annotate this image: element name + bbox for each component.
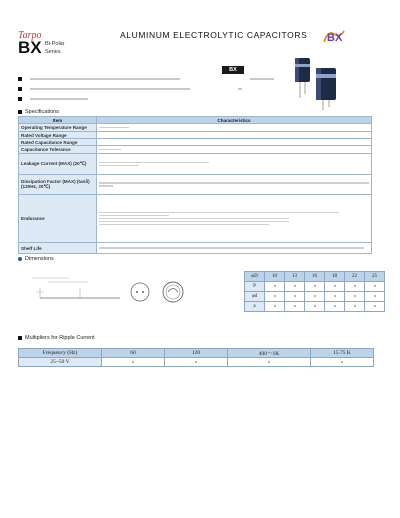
ripple-heading: Multipliers for Ripple Current xyxy=(18,335,95,341)
ripple-row-label: 25~50 V xyxy=(19,358,102,367)
series-badge: BX xyxy=(222,66,244,74)
manufacturer-logo: Tarpo xyxy=(18,30,42,41)
feature-line-3 xyxy=(18,97,88,101)
table-row xyxy=(19,195,372,243)
ripple-multiplier-table xyxy=(18,348,374,367)
dimensions-table xyxy=(244,271,385,312)
dim-header: 10 xyxy=(265,272,285,282)
spec-characteristic-cell xyxy=(97,146,372,154)
table-row xyxy=(19,175,372,195)
dim-header: 13 xyxy=(285,272,305,282)
dim-cell xyxy=(325,292,345,302)
dim-cell xyxy=(325,282,345,292)
spec-item-label: Endurance xyxy=(19,195,97,243)
table-row xyxy=(19,358,374,367)
spec-item-label: Rated Capacitance Range xyxy=(19,139,97,146)
ripple-cell xyxy=(165,358,228,367)
table-row xyxy=(19,154,372,175)
table-row xyxy=(19,132,372,139)
dim-header: 25 xyxy=(365,272,385,282)
dim-row-label: a xyxy=(245,302,265,312)
feature-text-placeholder xyxy=(30,98,88,100)
ripple-header: Frequency (Hz) xyxy=(19,349,102,358)
dim-cell xyxy=(305,302,325,312)
capacitor-product-image xyxy=(292,54,346,112)
spec-characteristic-cell xyxy=(97,243,372,254)
dim-cell xyxy=(265,282,285,292)
dim-cell xyxy=(365,302,385,312)
table-row xyxy=(19,139,372,146)
dim-header: 22 xyxy=(345,272,365,282)
feature-line-2 xyxy=(18,87,242,91)
series-brand-logo xyxy=(322,28,346,44)
spec-item-label: Shelf Life xyxy=(19,243,97,254)
bullet-square-icon xyxy=(18,87,22,91)
dim-cell xyxy=(365,292,385,302)
ripple-header: 60 xyxy=(102,349,165,358)
dim-cell xyxy=(345,292,365,302)
dim-cell xyxy=(265,302,285,312)
dim-cell xyxy=(345,282,365,292)
spec-characteristic-cell xyxy=(97,139,372,146)
dim-cell xyxy=(325,302,345,312)
dim-cell xyxy=(285,302,305,312)
spec-characteristic-cell xyxy=(97,124,372,132)
table-row xyxy=(245,282,385,292)
series-code: BX xyxy=(18,38,42,57)
series-subtitle-series: Series xyxy=(45,49,61,55)
spec-header-item: Item xyxy=(19,117,97,124)
ripple-header: 400～1K xyxy=(228,349,311,358)
spec-item-label: Rated Voltage Range xyxy=(19,132,97,139)
feature-text-placeholder xyxy=(30,88,190,90)
dim-cell xyxy=(305,292,325,302)
table-row xyxy=(245,302,385,312)
document-title: ALUMINUM ELECTROLYTIC CAPACITORS xyxy=(120,30,308,40)
ripple-cell xyxy=(102,358,165,367)
specifications-heading: Specifications xyxy=(18,109,59,115)
dim-header: φD xyxy=(245,272,265,282)
dim-cell xyxy=(365,282,385,292)
spec-item-label: Dissipation Factor (MAX) (tanδ) (120Hz, 20℃) xyxy=(19,175,97,195)
spec-item-label: Leakage Current (MAX) (20℃) xyxy=(19,154,97,175)
section-square-icon xyxy=(18,110,22,114)
capacitor-bottom-view-icon xyxy=(162,281,184,303)
dim-row-label: P xyxy=(245,282,265,292)
spec-characteristic-cell xyxy=(97,195,372,243)
dim-cell xyxy=(305,282,325,292)
feature-line-1 xyxy=(18,77,274,81)
dim-cell xyxy=(285,282,305,292)
spec-characteristic-cell xyxy=(97,154,372,175)
feature-text-placeholder xyxy=(30,78,180,80)
table-row xyxy=(19,243,372,254)
dim-cell xyxy=(345,302,365,312)
ripple-cell xyxy=(228,358,311,367)
dim-header: 18 xyxy=(325,272,345,282)
specifications-table xyxy=(18,116,372,254)
table-row xyxy=(245,292,385,302)
dim-row-label: φd xyxy=(245,292,265,302)
svg-text:BX: BX xyxy=(327,32,343,44)
spec-characteristic-cell xyxy=(97,175,372,195)
section-square-icon xyxy=(18,336,22,340)
spec-characteristic-cell xyxy=(97,132,372,139)
spec-header-characteristics: Characteristics xyxy=(97,117,372,124)
capacitor-outline-drawing xyxy=(30,274,130,308)
feature-text-placeholder xyxy=(238,88,242,90)
spec-item-label: Capacitance Tolerance xyxy=(19,146,97,154)
capacitor-top-view-icon xyxy=(130,282,150,302)
bullet-square-icon xyxy=(18,77,22,81)
dim-cell xyxy=(285,292,305,302)
table-row xyxy=(19,124,372,132)
dim-header: 16 xyxy=(305,272,325,282)
ripple-cell xyxy=(311,358,374,367)
dim-cell xyxy=(265,292,285,302)
spec-item-label: Operating Temperature Range xyxy=(19,124,97,132)
section-dot-icon xyxy=(18,257,22,261)
table-row xyxy=(19,146,372,154)
series-subtitle-bipolar: Bi-Polar xyxy=(45,41,65,47)
ripple-header: 15.75 K xyxy=(311,349,374,358)
feature-text-placeholder xyxy=(250,78,274,80)
bullet-square-icon xyxy=(18,97,22,101)
dimensions-heading: Dimensions xyxy=(18,256,54,262)
ripple-header: 120 xyxy=(165,349,228,358)
